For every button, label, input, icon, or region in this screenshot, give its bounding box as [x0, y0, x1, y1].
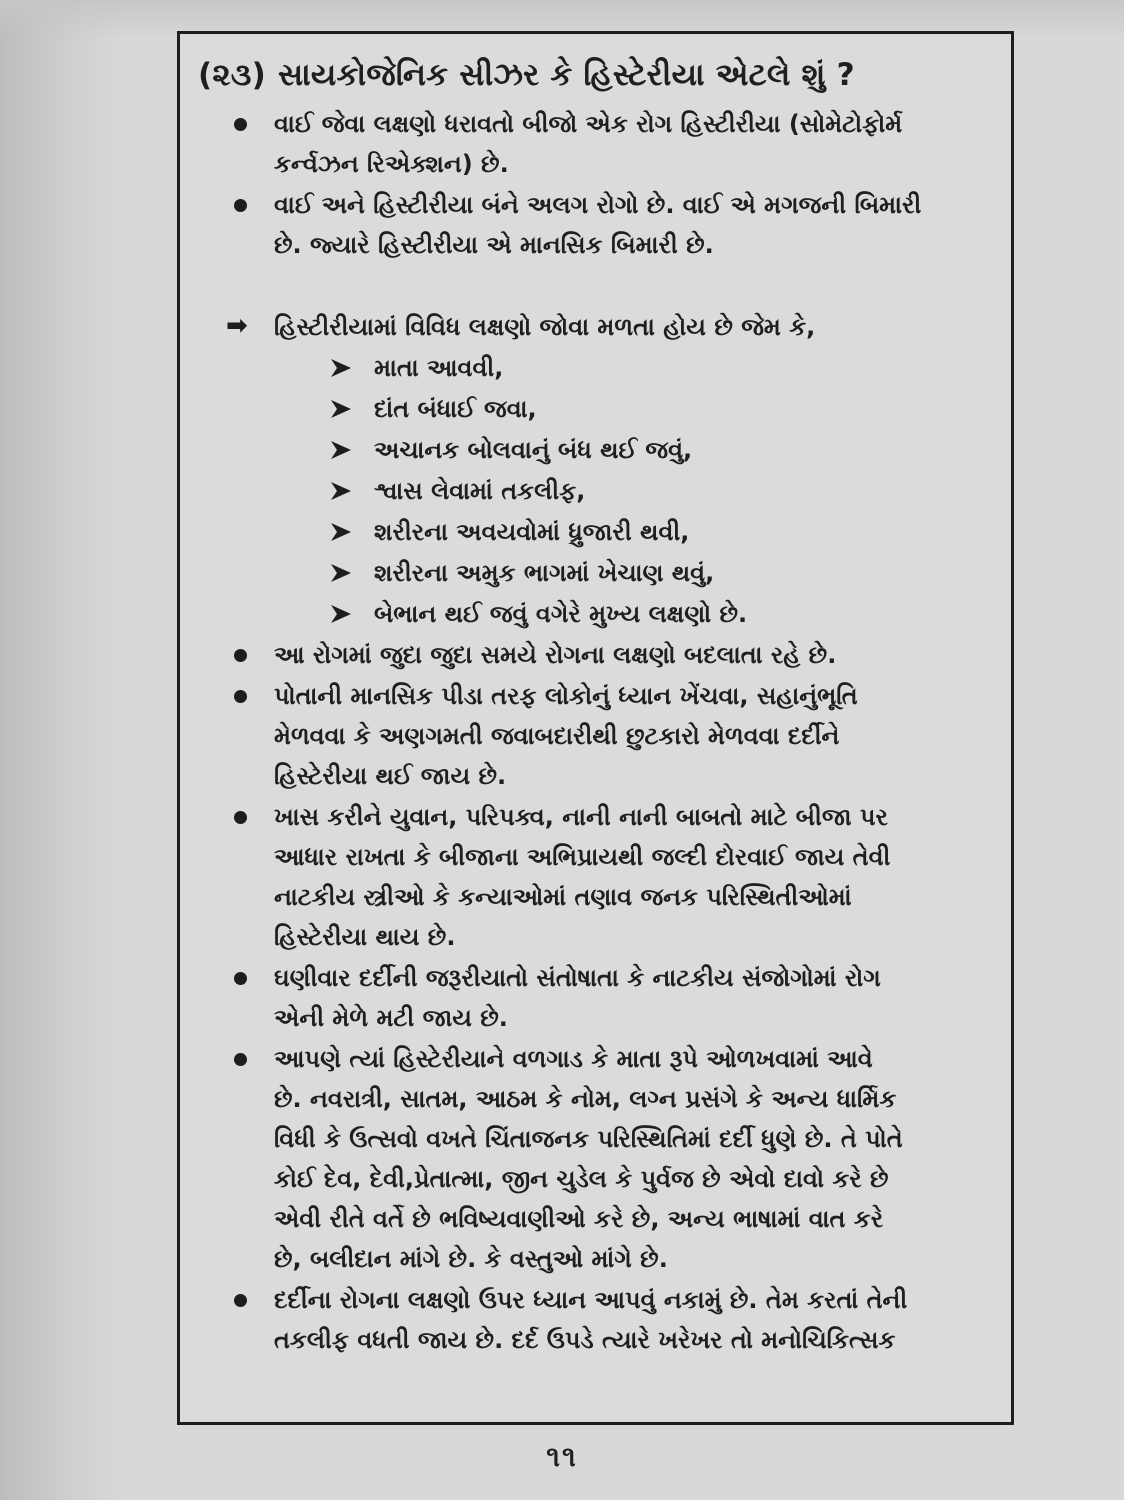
bullet-text-line: આ રોગમાં જુદા જુદા સમયે રોગના લક્ષણો બદલાતા રહે છે.	[274, 641, 837, 669]
symptoms-intro-item	[198, 307, 993, 347]
symptom-item	[198, 389, 993, 429]
bullet-dot-icon	[234, 811, 247, 824]
bullet-text-line: એવી રીતે વર્તે છે ભવિષ્યવાણીઓ કરે છે, અન્ય ભાષામાં વાત કરે	[274, 1205, 884, 1233]
spacer	[198, 266, 993, 307]
symptoms-intro: હિસ્ટીરીયામાં વિવિધ લક્ષણો જોવા મળતા હોય છે જેમ કે,	[274, 313, 816, 341]
bullet-item	[198, 185, 993, 265]
bullet-text-line: કોઈ દેવ, દેવી,પ્રેતાત્મા, જીન ચુડેલ કે પુર્વજ છે એવો દાવો કરે છે	[274, 1165, 889, 1193]
bullet-list-bottom	[198, 635, 993, 1360]
bullet-dot-icon	[234, 1294, 247, 1307]
bullet-item	[198, 676, 993, 796]
arrowhead-icon	[328, 430, 354, 470]
symptom-text: શરીરના અમુક ભાગમાં ખેચાણ થવું,	[374, 559, 715, 587]
section-title	[198, 50, 993, 100]
symptom-item	[198, 553, 993, 593]
bullet-item	[198, 104, 993, 184]
arrowhead-icon	[328, 553, 354, 593]
section-title-text: સાયકોજેનિક સીઝર કે હિસ્ટેરીયા એટલે શું ?	[277, 57, 855, 93]
arrowhead-icon	[328, 512, 354, 552]
bullet-item	[198, 958, 993, 1038]
bullet-text-line: હિસ્ટેરીયા થાય છે.	[274, 923, 456, 951]
bullet-text-line: વિધી કે ઉત્સવો વખતે ચિંતાજનક પરિસ્થિતિમાં દર્દી ધુણે છે. તે પોતે	[274, 1125, 903, 1153]
symptom-text: શરીરના અવયવોમાં ધ્રુજારી થવી,	[374, 518, 690, 546]
bullet-text-line: એની મેળે મટી જાય છે.	[274, 1004, 508, 1032]
bullet-dot-icon	[234, 649, 247, 662]
bullet-item	[198, 1039, 993, 1279]
bullet-item	[198, 635, 993, 675]
bullet-dot-icon	[234, 118, 247, 131]
symptom-text: દાંત બંધાઈ જવા,	[374, 395, 537, 423]
bullet-text-line: આધાર રાખતા કે બીજાના અભિપ્રાયથી જલ્દી દોરવાઈ જાય તેવી	[274, 843, 891, 871]
content-box	[177, 31, 1014, 1425]
arrowhead-icon	[328, 348, 354, 388]
bullet-text-line: ઘણીવાર દર્દીની જરૂરીયાતો સંતોષાતા કે નાટકીય સંજોગોમાં રોગ	[274, 964, 881, 992]
bullet-text-line: છે. નવરાત્રી, સાતમ, આઠમ કે નોમ, લગ્ન પ્રસંગે કે અન્ય ધાર્મિક	[274, 1085, 897, 1113]
bullet-list-top	[198, 104, 993, 265]
bullet-text-line: વાઈ અને હિસ્ટીરીયા બંને અલગ રોગો છે. વાઈ એ મગજની બિમારી	[274, 191, 922, 219]
bullet-text-line: પોતાની માનસિક પીડા તરફ લોકોનું ધ્યાન ખેંચવા, સહાનુંભૂતિ	[274, 682, 858, 710]
bullet-item	[198, 1280, 993, 1360]
bullet-dot-icon	[234, 199, 247, 212]
bullet-text-line: ખાસ કરીને યુવાન, પરિપક્વ, નાની નાની બાબતો માટે બીજા પર	[274, 803, 888, 831]
section-number: (૨૩)	[198, 57, 266, 93]
symptom-text: બેભાન થઈ જવું વગેરે મુખ્ય લક્ષણો છે.	[374, 600, 748, 628]
symptom-item	[198, 594, 993, 634]
symptom-text: શ્વાસ લેવામાં તકલીફ,	[374, 477, 586, 505]
arrow-right-icon: ➡	[226, 311, 248, 341]
bullet-text-line: વાઈ જેવા લક્ષણો ધરાવતો બીજો એક રોગ હિસ્ટીરીયા (સોમેટોફોર્મ	[274, 110, 903, 138]
symptom-item	[198, 430, 993, 470]
bullet-text-line: છે. જ્યારે હિસ્ટીરીયા એ માનસિક બિમારી છે.	[274, 231, 714, 259]
symptom-text: માતા આવવી,	[374, 354, 504, 382]
bullet-text-line: કર્ન્વઝન રિએક્શન) છે.	[274, 150, 509, 178]
bullet-text-line: દર્દીના રોગના લક્ષણો ઉપર ધ્યાન આપવું નકામું છે. તેમ કરતાં તેની	[274, 1286, 908, 1314]
symptom-item	[198, 512, 993, 552]
bullet-dot-icon	[234, 1053, 247, 1066]
bullet-text-line: છે, બલીદાન માંગે છે. કે વસ્તુઓ માંગે છે.	[274, 1245, 668, 1273]
page-shadow	[0, 0, 120, 1500]
bullet-dot-icon	[234, 972, 247, 985]
symptoms-list	[198, 348, 993, 634]
bullet-text-line: હિસ્ટેરીયા થઈ જાય છે.	[274, 762, 507, 790]
bullet-text-line: તકલીફ વધતી જાય છે. દર્દ ઉપડે ત્યારે ખરેખર તો મનોચિકિત્સક	[274, 1326, 896, 1354]
bullet-text-line: મેળવવા કે અણગમતી જવાબદારીથી છુટકારો મેળવવા દર્દીને	[274, 722, 840, 750]
bullet-item	[198, 797, 993, 957]
bullet-text-line: આપણે ત્યાં હિસ્ટેરીયાને વળગાડ કે માતા રૂપે ઓળખવામાં આવે	[274, 1045, 873, 1073]
symptom-item	[198, 471, 993, 511]
symptom-item	[198, 348, 993, 388]
arrowhead-icon	[328, 594, 354, 634]
bullet-text-line: નાટકીય સ્ત્રીઓ કે કન્યાઓમાં તણાવ જનક પરિસ્થિતીઓમાં	[274, 883, 852, 911]
page-number: ૧૧	[546, 1440, 578, 1473]
bullet-dot-icon	[234, 690, 247, 703]
arrowhead-icon	[328, 389, 354, 429]
arrowhead-icon	[328, 471, 354, 511]
symptom-text: અચાનક બોલવાનું બંધ થઈ જવું,	[374, 436, 693, 464]
